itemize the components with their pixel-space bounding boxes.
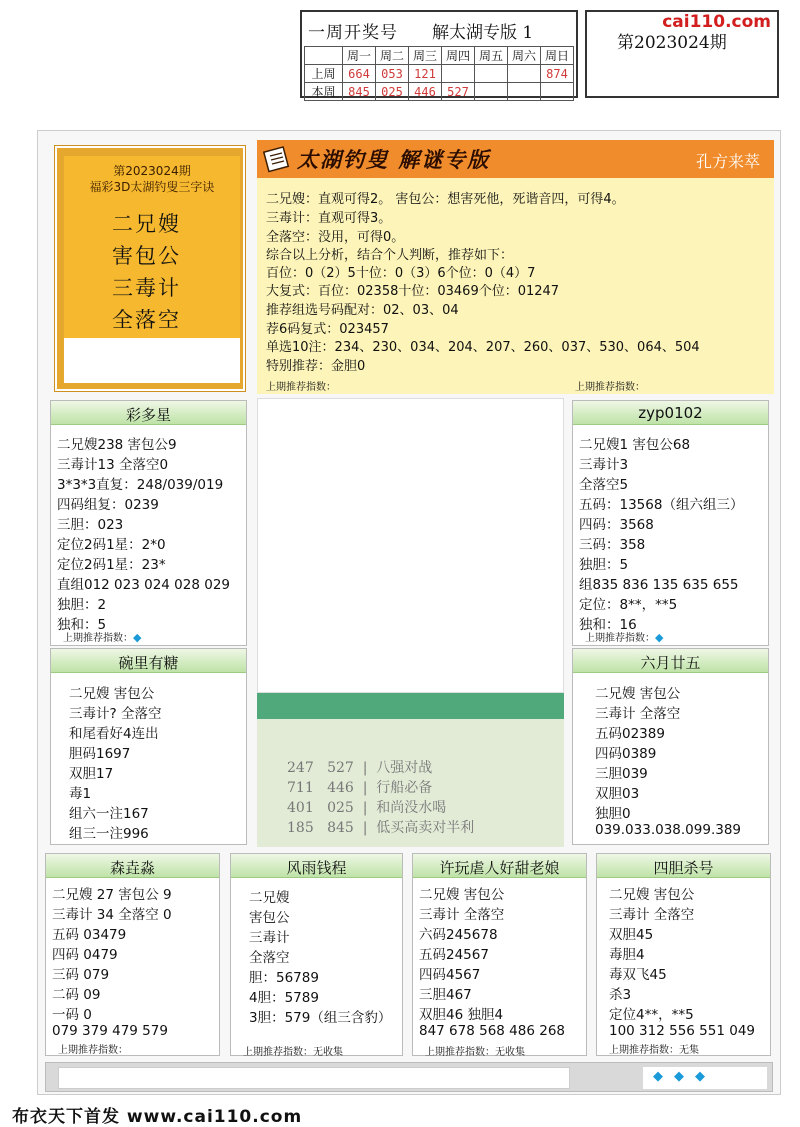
analysis-line: 特别推荐：金胆0 [266, 359, 366, 374]
box-line: 六码245678 [419, 927, 498, 943]
analysis-line: 推荐组选号码配对：02、03、04 [266, 303, 459, 318]
diamond-icon: ◆ [133, 631, 142, 644]
box-line: 三毒计? 全落空 [69, 706, 162, 722]
box-line: 和尾看好4连出 [69, 726, 159, 742]
edition-label: 解太湖专版 1 [432, 23, 534, 43]
box-line: 组835 836 135 635 655 [579, 577, 739, 593]
diamond-icon: ◆ [695, 1069, 705, 1084]
expert-box-fengyu [230, 853, 403, 1056]
card-subtitle: 福彩3D太湖钓叟三字诀 [89, 180, 215, 194]
box-line: 毒1 [69, 786, 92, 802]
box-line: 定位2码1星：23* [57, 557, 166, 573]
expert-box-senyao [45, 853, 220, 1056]
box-line: 三胆039 [595, 766, 648, 782]
banner [257, 140, 774, 178]
box-line: 二兄嫂 害包公 [609, 887, 695, 903]
card-blank-area [64, 338, 240, 383]
draw-number: 121 [409, 65, 442, 83]
riddle-line: 全落空 [112, 308, 181, 332]
box-line: 双胆03 [595, 786, 640, 802]
period-panel [585, 10, 779, 98]
recommend-index-label: 上期推荐指数： [575, 382, 645, 393]
draw-number: 025 [376, 83, 409, 101]
box-line: 五码：13568（组六组三） [579, 497, 744, 513]
box-line: 害包公 [249, 910, 290, 926]
box-line: 四码4567 [419, 967, 481, 983]
analysis-line: 综合以上分析，结合个人判断，推荐如下： [266, 248, 514, 263]
site-logo[interactable]: cai110.com [662, 12, 771, 32]
recommend-index: 上期推荐指数：◆ [585, 631, 664, 644]
analysis-line: 三毒计：直观可得3。 [266, 211, 392, 226]
row-label: 本周 [305, 83, 343, 101]
banner-author: 孔方来萃 [695, 152, 760, 171]
box-line: 四码：3568 [579, 517, 654, 533]
center-divider-bar [257, 693, 564, 719]
analysis-panel [257, 178, 774, 394]
recommend-index: 上期推荐指数：◆ [63, 631, 142, 644]
recommend-index-label: 上期推荐指数： [266, 382, 336, 393]
weekly-draw-panel [300, 10, 578, 98]
box-title: 风雨钱程 [231, 854, 402, 878]
box-line: 组六一注167 [69, 806, 149, 822]
weekly-draw-table [304, 46, 574, 101]
expert-box-sidan [596, 853, 771, 1056]
draw-number: 664 [343, 65, 376, 83]
box-line: 三毒计 全落空 [419, 907, 505, 923]
box-title: zyp0102 [573, 401, 768, 425]
box-line: 3胆：579（组三含豹） [249, 1010, 392, 1026]
box-title: 四胆杀号 [597, 854, 770, 878]
box-line: 双胆45 [609, 927, 654, 943]
day-header: 周五 [475, 47, 508, 65]
box-line: 二兄嫂 害包公 [69, 686, 155, 702]
expert-box-xuwan [412, 853, 587, 1056]
box-line: 二兄嫂 害包公 [419, 887, 505, 903]
box-line: 定位4**，**5 [609, 1007, 694, 1023]
box-line: 三毒计3 [579, 457, 629, 473]
analysis-line: 单选10注：234、230、034、204、207、260、037、530、064、504 [266, 340, 700, 355]
expert-box-zyp0102 [572, 400, 769, 646]
box-line: 独胆0 [595, 806, 631, 822]
box-line: 毒胆4 [609, 947, 645, 963]
box-line: 四码0389 [595, 746, 657, 762]
box-line: 五码02389 [595, 726, 665, 742]
day-header: 周三 [409, 47, 442, 65]
box-line: 三毒计 [249, 930, 290, 946]
box-line: 全落空 [249, 950, 290, 966]
center-blank-area [257, 398, 564, 693]
box-line: 3*3*3直复：248/039/019 [57, 477, 224, 493]
riddle-line: 害包公 [112, 244, 181, 268]
box-line: 五码24567 [419, 947, 489, 963]
draw-number: 053 [376, 65, 409, 83]
analysis-line: 全落空：没用，可得0。 [266, 230, 405, 245]
box-line: 毒双飞45 [609, 967, 667, 983]
recommend-index: 上期推荐指数：无收集 [243, 1047, 343, 1058]
riddle-line: 二兄嫂 [112, 212, 181, 236]
box-line: 四码 0479 [52, 947, 118, 963]
draw-number [475, 83, 508, 101]
box-line: 二码 09 [52, 987, 101, 1003]
bottom-text-area [58, 1067, 570, 1089]
box-line: 直组012 023 024 028 029 [57, 577, 231, 593]
recommend-index: 上期推荐指数：无收集 [425, 1047, 525, 1058]
scroll-icon [263, 145, 291, 173]
history-line: 185 845 | 低买高卖对半利 [287, 820, 475, 836]
day-header: 周四 [442, 47, 475, 65]
footer-credit[interactable]: 布衣天下首发 www.cai110.com [12, 1107, 303, 1127]
card-period: 第2023024期 [113, 164, 191, 178]
day-header: 周六 [508, 47, 541, 65]
draw-number: 874 [541, 65, 574, 83]
box-line: 二兄嫂1 害包公68 [579, 437, 691, 453]
box-line: 三毒计 34 全落空 0 [52, 907, 172, 923]
history-line: 247 527 | 八强对战 [287, 760, 433, 776]
box-line: 079 379 479 579 [52, 1023, 168, 1039]
box-title: 森垚淼 [46, 854, 219, 878]
box-line: 胆：56789 [249, 970, 319, 986]
diamond-icon: ◆ [655, 631, 664, 644]
box-line: 三毒计 全落空 [609, 907, 695, 923]
box-line: 三毒计 全落空 [595, 706, 681, 722]
analysis-line: 大复式：百位：02358十位：03469个位：01247 [266, 284, 560, 299]
box-line: 二兄嫂 27 害包公 9 [52, 887, 172, 903]
box-line: 4胆：5789 [249, 990, 319, 1006]
analysis-line: 百位：0（2）5十位：0（3）6个位：0（4）7 [266, 266, 536, 281]
box-line: 三胆：023 [57, 517, 124, 533]
box-line: 二兄嫂238 害包公9 [57, 437, 177, 453]
analysis-line: 二兄嫂：直观可得2。 害包公：想害死他，死谐音四，可得4。 [266, 192, 625, 207]
center-history-list [257, 719, 564, 847]
draw-number [508, 65, 541, 83]
box-line: 二兄嫂 害包公 [595, 686, 681, 702]
box-line: 100 312 556 551 049 [609, 1023, 756, 1039]
riddle-card [55, 146, 245, 391]
draw-number [475, 65, 508, 83]
box-line: 独胆：2 [57, 597, 107, 613]
row-label: 上周 [305, 65, 343, 83]
box-line: 独和：5 [57, 617, 107, 633]
diamond-icon: ◆ [653, 1069, 663, 1084]
box-line: 847 678 568 486 268 [419, 1023, 566, 1039]
recommend-index: 上期推荐指数：无集 [609, 1045, 699, 1056]
weekly-draw-title: 一周开奖号 [308, 23, 398, 43]
box-line: 全落空5 [579, 477, 629, 493]
day-header: 周二 [376, 47, 409, 65]
draw-number [442, 65, 475, 83]
box-line: 三码 079 [52, 967, 110, 983]
box-line: 胆码1697 [69, 746, 131, 762]
draw-number [508, 83, 541, 101]
bottom-bar [45, 1062, 773, 1092]
draw-number: 446 [409, 83, 442, 101]
draw-number [541, 83, 574, 101]
history-line: 711 446 | 行船必备 [287, 780, 433, 796]
box-line: 039.033.038.099.389 [595, 822, 742, 838]
box-line: 组三一注996 [69, 826, 149, 842]
riddle-line: 三毒计 [112, 276, 181, 300]
analysis-line: 荐6码复式：023457 [266, 322, 389, 337]
box-line: 三毒计13 全落空0 [57, 457, 169, 473]
box-title: 六月廿五 [573, 649, 768, 673]
expert-box-liuyue [572, 648, 769, 845]
box-title: 碗里有糖 [51, 649, 246, 673]
box-line: 五码 03479 [52, 927, 127, 943]
history-line: 401 025 | 和尚没水喝 [287, 800, 447, 816]
box-line: 三码：358 [579, 537, 646, 553]
table-row [305, 65, 574, 83]
draw-number: 845 [343, 83, 376, 101]
box-title: 彩多星 [51, 401, 246, 425]
day-header: 周一 [343, 47, 376, 65]
table-header-row [305, 47, 574, 65]
box-line: 定位：8**，**5 [579, 597, 678, 613]
box-line: 双胆46 独胆4 [419, 1007, 504, 1023]
box-line: 四码组复：0239 [57, 497, 159, 513]
box-line: 一码 0 [52, 1007, 92, 1023]
rating-gems [643, 1067, 767, 1089]
table-row [305, 83, 574, 101]
box-title: 许玩虐人好甜老娘 [413, 854, 586, 878]
box-line: 二兄嫂 [249, 890, 290, 906]
box-line: 杀3 [609, 987, 632, 1003]
diamond-icon: ◆ [674, 1069, 684, 1084]
recommend-index: 上期推荐指数： [58, 1045, 128, 1056]
draw-number: 527 [442, 83, 475, 101]
expert-box-wanli [50, 648, 247, 845]
banner-title: 太湖钓叟 解谜专版 [297, 147, 491, 172]
box-line: 独胆：5 [579, 557, 629, 573]
box-line: 定位2码1星：2*0 [57, 537, 166, 553]
box-line: 双胆17 [69, 766, 114, 782]
period-label: 第2023024期 [617, 33, 727, 53]
day-header: 周日 [541, 47, 574, 65]
expert-box-caiduoxing [50, 400, 247, 646]
box-line: 独和：16 [579, 617, 637, 633]
box-line: 三胆467 [419, 987, 472, 1003]
